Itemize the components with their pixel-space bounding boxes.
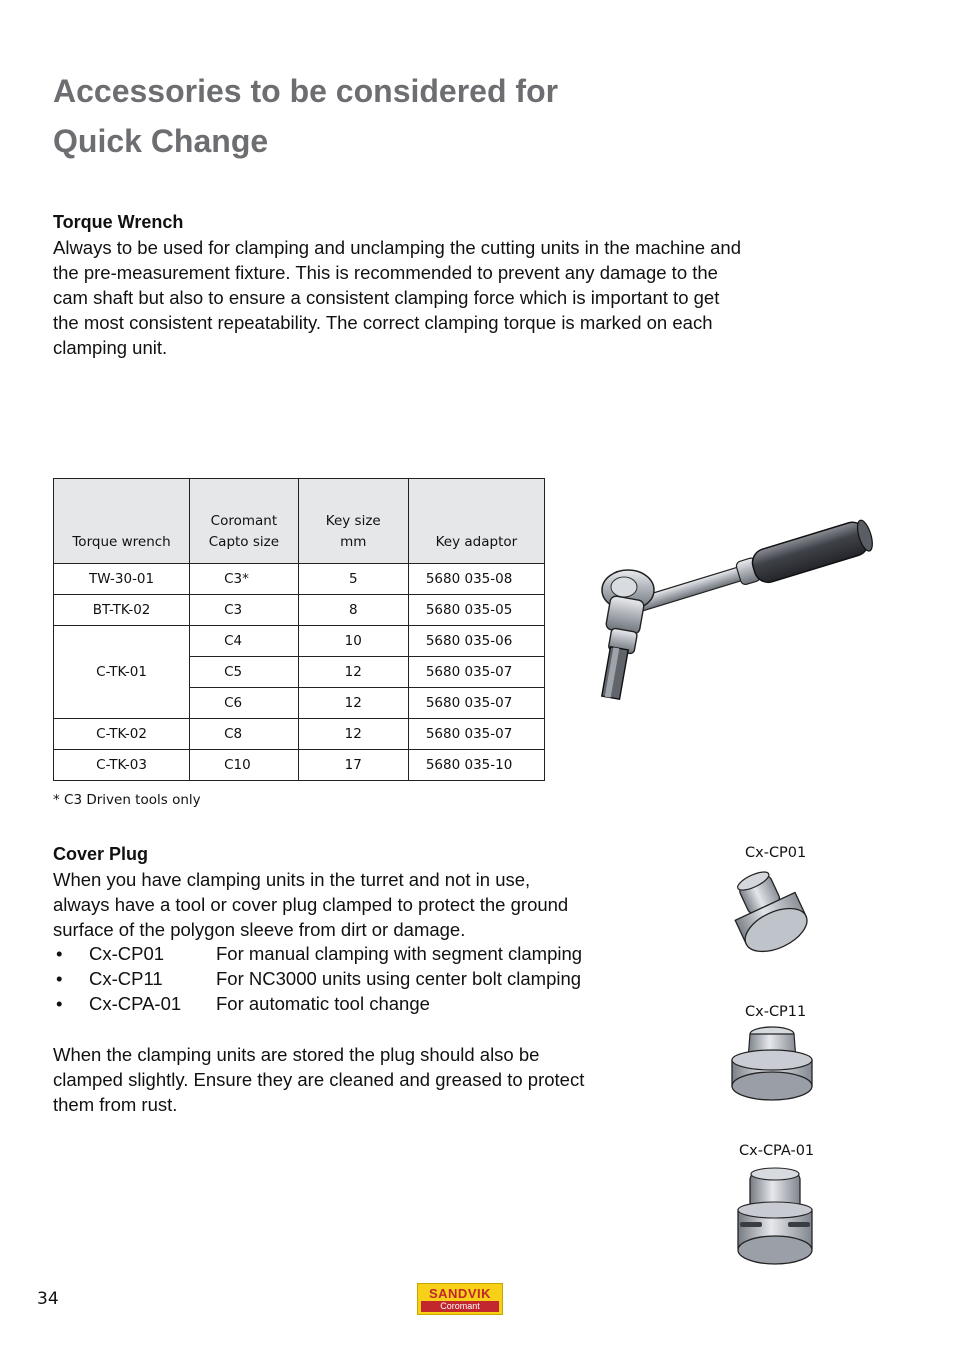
table-footnote: * C3 Driven tools only <box>53 792 201 808</box>
cell-size: C3 <box>190 595 299 626</box>
logo-brand: SANDVIK <box>428 1285 491 1301</box>
cover-plug-cpa01-image <box>734 1166 816 1268</box>
cell-key: 12 <box>298 688 408 719</box>
cell-key: 8 <box>298 595 408 626</box>
cell-adaptor: 5680 035-08 <box>408 564 544 595</box>
cover-plug-closing <box>53 1042 673 1117</box>
cell-wrench: TW-30-01 <box>54 564 190 595</box>
torque-wrench-line: the most consistent repeatability. The correct clamping torque is marked on each <box>53 312 713 333</box>
bullet-dot: • <box>56 993 63 1014</box>
torque-wrench-line: cam shaft but also to ensure a consistent clamping force which is important to get <box>53 287 720 308</box>
page-title <box>53 66 753 166</box>
cell-adaptor: 5680 035-10 <box>408 750 544 781</box>
cell-size: C5 <box>190 657 299 688</box>
list-item <box>53 991 653 1016</box>
cell-key: 5 <box>298 564 408 595</box>
page-title-line-2: Quick Change <box>53 123 269 159</box>
bullet-text: For manual clamping with segment clamping <box>216 943 583 964</box>
torque-wrench-line: clamping unit. <box>53 337 168 358</box>
cover-plug-cp11-image <box>728 1024 816 1108</box>
plug-label-cp01: Cx-CP01 <box>745 845 807 861</box>
cell-size: C4 <box>190 626 299 657</box>
plug-label-cp11: Cx-CP11 <box>745 1004 807 1020</box>
torque-wrench-description <box>53 235 833 360</box>
cell-size: C10 <box>190 750 299 781</box>
header-torque-wrench: Torque wrench <box>54 479 190 564</box>
cover-plug-intro <box>53 867 673 942</box>
cell-adaptor: 5680 035-06 <box>408 626 544 657</box>
cover-plug-closing-line: When the clamping units are stored the plug should also be <box>53 1044 540 1065</box>
cell-key: 10 <box>298 626 408 657</box>
table-row <box>54 719 545 750</box>
table-row <box>54 564 545 595</box>
page-title-line-1: Accessories to be considered for <box>53 73 559 109</box>
bullet-text: For NC3000 units using center bolt clamping <box>216 968 582 989</box>
bullet-text: For automatic tool change <box>216 993 430 1014</box>
cell-key: 12 <box>298 657 408 688</box>
cell-adaptor: 5680 035-07 <box>408 657 544 688</box>
cell-adaptor: 5680 035-07 <box>408 719 544 750</box>
table-row <box>54 595 545 626</box>
cell-wrench: C-TK-01 <box>54 626 190 719</box>
list-item <box>53 966 653 991</box>
table-row <box>54 750 545 781</box>
cover-plug-intro-line: always have a tool or cover plug clamped to protect the ground <box>53 894 569 915</box>
list-item <box>53 941 653 966</box>
bullet-code: Cx-CPA-01 <box>89 993 182 1014</box>
table-header-row <box>54 479 545 564</box>
logo-sub: Coromant <box>421 1301 499 1312</box>
cover-plug-heading: Cover Plug <box>53 844 149 864</box>
cell-wrench: C-TK-03 <box>54 750 190 781</box>
bullet-code: Cx-CP11 <box>89 968 163 989</box>
bullet-dot: • <box>56 968 63 989</box>
cell-adaptor: 5680 035-07 <box>408 688 544 719</box>
cover-plug-intro-line: surface of the polygon sleeve from dirt or damage. <box>53 919 466 940</box>
torque-wrench-table <box>53 478 545 781</box>
cell-size: C8 <box>190 719 299 750</box>
sandvik-coromant-logo <box>417 1283 503 1315</box>
table-row <box>54 626 545 657</box>
cell-size: C6 <box>190 688 299 719</box>
cover-plug-intro-line: When you have clamping units in the turret and not in use, <box>53 869 531 890</box>
cover-plug-cp01-image <box>722 870 814 960</box>
cover-plug-closing-line: clamped slightly. Ensure they are cleaned and greased to protect <box>53 1069 585 1090</box>
torque-wrench-line: Always to be used for clamping and unclamping the cutting units in the machine and <box>53 237 741 258</box>
bullet-dot: • <box>56 943 63 964</box>
cell-size: C3* <box>190 564 299 595</box>
cover-plug-closing-line: them from rust. <box>53 1094 178 1115</box>
header-capto-size: Coromant Capto size <box>190 479 299 564</box>
cell-key: 12 <box>298 719 408 750</box>
cover-plug-bullet-list <box>53 941 653 1016</box>
torque-wrench-line: the pre-measurement fixture. This is recommended to prevent any damage to the <box>53 262 718 283</box>
cell-wrench: C-TK-02 <box>54 719 190 750</box>
torque-wrench-image <box>590 490 880 705</box>
cell-adaptor: 5680 035-05 <box>408 595 544 626</box>
page-number: 34 <box>37 1289 59 1309</box>
cell-wrench: BT-TK-02 <box>54 595 190 626</box>
header-key-adaptor: Key adaptor <box>408 479 544 564</box>
plug-label-cpa01: Cx-CPA-01 <box>739 1143 815 1159</box>
header-key-size: Key size mm <box>298 479 408 564</box>
cell-key: 17 <box>298 750 408 781</box>
torque-wrench-heading: Torque Wrench <box>53 212 184 232</box>
bullet-code: Cx-CP01 <box>89 943 165 964</box>
